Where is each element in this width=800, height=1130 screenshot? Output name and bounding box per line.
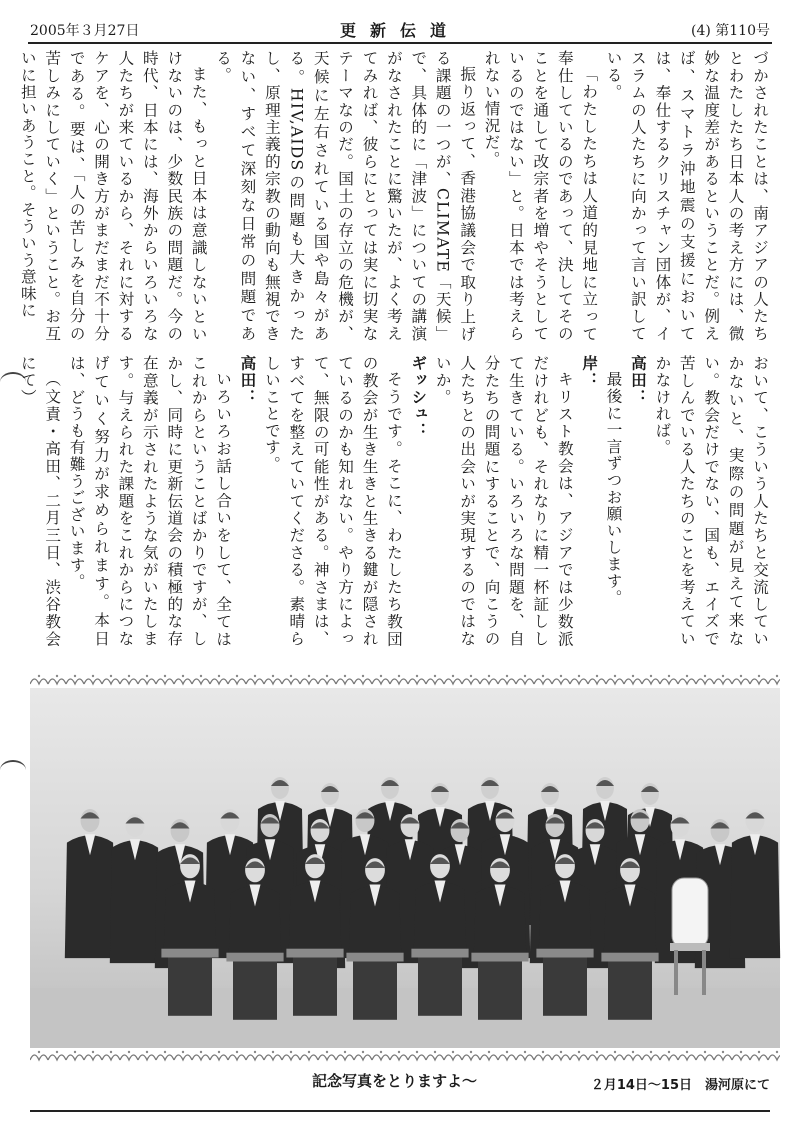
article-paragraph: 「わたしたちは人道的見地に立って奉仕しているのであって、決してそのことを通して改宗者を増やそうとしているのではない」と。日本では考えられない情況だ。 bbox=[482, 50, 599, 342]
punch-hole-mark bbox=[0, 760, 26, 780]
speaker-label: 岸： bbox=[580, 355, 599, 389]
page-header bbox=[0, 0, 800, 44]
article-paragraph: いろいろお話し合いをして、全てはこれからということばかりですが、しかし、同時に更新伝道会の積極的な存在意義が示されたような気がいたします。与えられた課題をこれからにつなげていく努力が求められます。本日は、どうも有難うございます。 bbox=[67, 355, 233, 647]
speaker-label: ギッシュ： bbox=[409, 355, 428, 439]
speaker-label: 高田： bbox=[628, 355, 647, 406]
issue-number: (4) 第110号 bbox=[690, 23, 770, 39]
article-body bbox=[18, 50, 772, 647]
decorative-border-bottom bbox=[30, 1048, 780, 1064]
article-paragraph: そうです。そこに、わたしたち教団の教会が生き生きと生きる鍵が隠されているのかも知れない。やり方によって、無限の可能性がある。神さまは、すべてを整えていてくださる。素晴らしいことです。 bbox=[262, 355, 403, 647]
group-photo-frame bbox=[30, 672, 780, 1064]
newsletter-title: 更新伝道 bbox=[339, 21, 460, 40]
photo-caption: 記念写真をとりますよ～ bbox=[312, 1072, 478, 1090]
speaker-label: 高田： bbox=[238, 355, 257, 406]
footer-rule bbox=[30, 1110, 770, 1112]
article-paragraph: おいて、こういう人たちと交流していかないと、実際の問題が見えて来ない。教会だけでない、国も、エイズで苦しんでいる人たちのことを考えていかなければ。 bbox=[653, 355, 769, 647]
article-paragraph: づかされたことは、南アジアの人たちとわたしたち日本人の考え方には、微妙な温度差があるということだ。例えば、スマトラ沖地震の支援においては、奉仕するクリスチャン団体が、イスラムの人たちに向かって言い訳している。 bbox=[604, 50, 769, 342]
group-photo bbox=[30, 688, 780, 1048]
issue-date: 2005年３月27日 bbox=[30, 23, 140, 39]
article-paragraph: 最後に一言ずつお願いします。 bbox=[604, 370, 623, 606]
article-paragraph: 振り返って、香港協議会で取り上げる課題の一つが、CLIMATE「天候」で、具体的に「津波」についての講演がなされたことに驚いたが、よく考えてみれば、彼らにとっては実に切実なテーマなのだ。国土の存立の危機が、天候に左右されている国や島々がある。HIV,AIDSの問題も大きかったし、原理主義的宗教の動向も無視できない、すべて深刻な日常の問題である。 bbox=[214, 50, 477, 342]
header-rule bbox=[28, 42, 772, 44]
article-lower-tier bbox=[18, 355, 772, 647]
article-upper-tier bbox=[18, 50, 772, 342]
article-paragraph: また、もっと日本は意識しないといけないのは、少数民族の問題だ。今の時代、日本には、海外からいろいろな人たちが来ているから、それに対するケアを、心の開き方がまだまだ不十分である。要は、「人の苦しみを自分の苦しみにしていく」ということ。お互いに担いあうこと。そういう意味に bbox=[18, 50, 208, 342]
decorative-border-top bbox=[30, 672, 780, 688]
photo-date-location: ２月14日～15日 湯河原にて bbox=[590, 1078, 770, 1093]
article-paragraph: キリスト教会は、アジアでは少数派だけれども、それなりに精一杯証しして生きている。いろいろな問題を、自分たちの問題にすることで、向こうの人たちとの出会いが実現するのではないか。 bbox=[433, 355, 574, 647]
article-paragraph: （文責・高田、二月三日、渋谷教会にて） bbox=[18, 355, 62, 647]
